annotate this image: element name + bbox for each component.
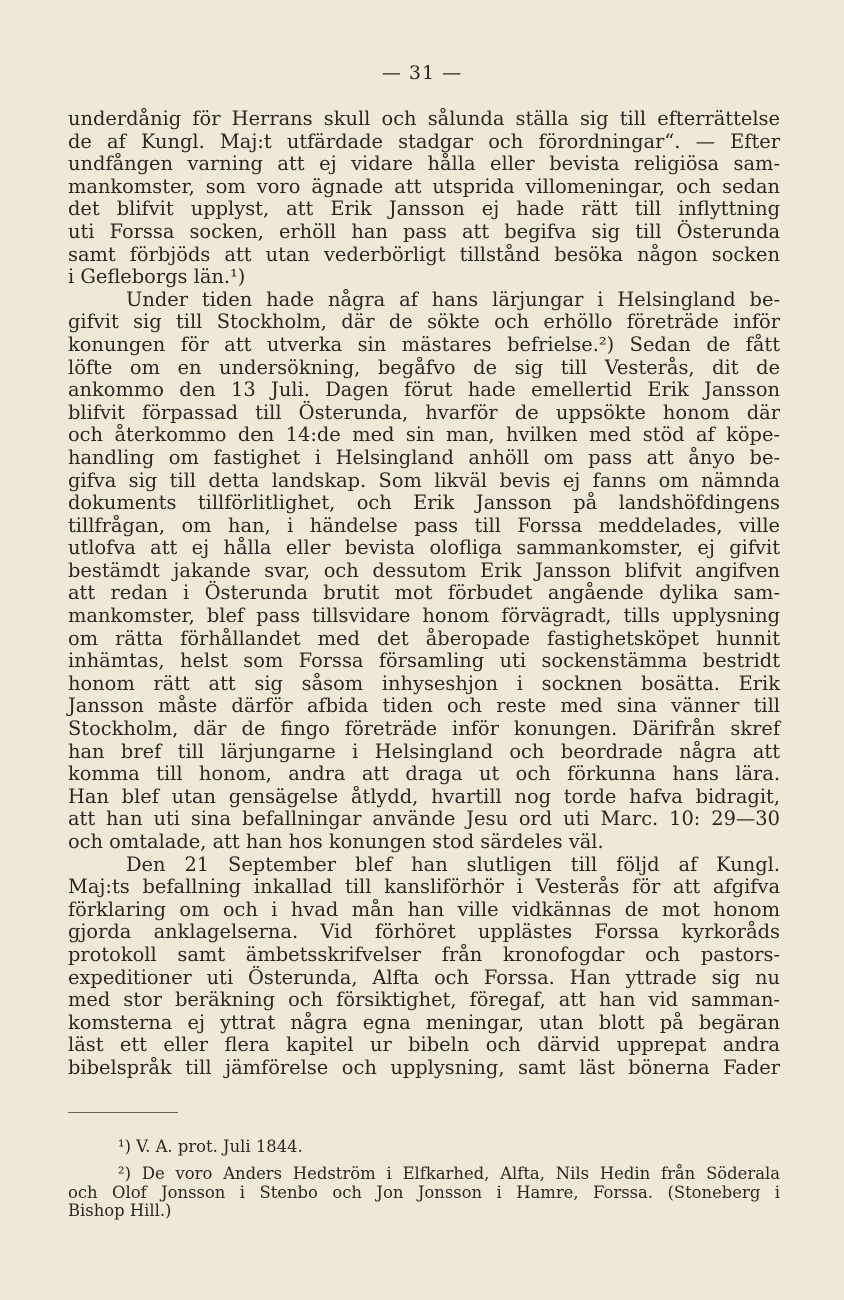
text-line: läst ett eller flera kapitel ur bibeln och därvid upprepat andra — [68, 1033, 780, 1057]
text-line: Han blef utan gensägelse åtlydd, hvartill nog torde hafva bidragit, — [68, 784, 780, 808]
text-line: konungen för att utverka sin mästares befrielse.²) Sedan de fått — [68, 332, 780, 356]
text-line: och återkommo den 14:de med sin man, hvilken med stöd af köpe- — [68, 423, 780, 447]
text-line: underdånig för Herrans skull och sålunda ställa sig till efterrättelse — [68, 107, 780, 130]
text-line: samt förbjöds att utan vederbörligt tillstånd besöka någon socken — [68, 242, 780, 266]
text-line: komma till honom, andra att draga ut och förkunna hans lära. — [68, 762, 780, 786]
text-line: handling om fastighet i Helsingland anhöll om pass att ånyo be- — [68, 445, 780, 469]
text-line: dokuments tillförlitlighet, och Erik Jansson på landshöfdingens — [68, 491, 780, 515]
text-line: inhämtas, helst som Forssa församling uti sockenstämma bestridt — [68, 649, 780, 673]
text-line: blifvit förpassad till Österunda, hvarför de uppsökte honom där — [68, 400, 780, 424]
footnotes — [68, 1138, 780, 1221]
text-line: Maj:ts befallning inkallad till kansliförhör i Vesterås för att afgifva — [68, 875, 780, 899]
text-line: tillfrågan, om han, i händelse pass till Forssa meddelades, ville — [68, 513, 780, 537]
text-line: gifva sig till detta landskap. Som likväl bevis ej fanns om nämnda — [68, 468, 780, 492]
text-line: i Gefleborgs län.¹) — [68, 265, 246, 289]
text-line: bibelspråk till jämförelse och upplysning, samt läst bönerna Fader — [68, 1055, 780, 1079]
text-line: Stockholm, där de fingo företräde inför konungen. Därifrån skref — [68, 717, 780, 741]
footnote-1: ¹) V. A. prot. Juli 1844. — [118, 1137, 303, 1156]
footnote-2-line-1: ²) De voro Anders Hedström i Elfkarhed, Alfta, Nils Hedin från Söderala — [118, 1163, 780, 1183]
text-line: förklaring om och i hvad mån han ville vidkännas de mot honom — [68, 897, 780, 921]
text-line: med stor beräkning och försiktighet, föregaf, att han vid samman- — [68, 988, 780, 1012]
text-line: expeditioner uti Österunda, Alfta och Forssa. Han yttrade sig nu — [68, 965, 780, 989]
page-number: — 31 — — [381, 62, 463, 84]
text-line: det blifvit upplyst, att Erik Jansson ej hade rätt till inflyttning — [68, 197, 780, 221]
text-line: undfången varning att ej vidare hålla eller bevista religiösa sam- — [68, 152, 780, 176]
text-line: att han uti sina befallningar använde Jesu ord uti Marc. 10: 29—30 — [68, 807, 780, 831]
text-line: gifvit sig till Stockholm, där de sökte och erhöllo företräde inför — [68, 310, 780, 334]
text-line: mankomster, blef pass tillsvidare honom förvägradt, tills upplysning — [68, 604, 780, 628]
text-line: bestämdt jakande svar, och dessutom Erik Jansson blifvit angifven — [68, 558, 780, 582]
text-line: löfte om en undersökning, begåfvo de sig till Vesterås, dit de — [68, 355, 780, 379]
text-line: att redan i Österunda brutit mot förbudet angående dylika sam- — [68, 581, 780, 605]
text-line: utlofva att ej hålla eller bevista olofliga sammankomster, ej gifvit — [68, 536, 780, 560]
paragraph-start-line: Den 21 September blef han slutligen till följd af Kungl. — [126, 852, 780, 876]
text-line: han bref till lärjungarne i Helsingland och beordrade några att — [68, 739, 780, 763]
body-text — [68, 108, 780, 1080]
text-line: mankomster, som voro ägnade att utsprida villomeningar, och sedan — [68, 174, 780, 198]
text-line: honom rätt att sig såsom inhyseshjon i socknen bosätta. Erik — [68, 671, 780, 695]
footnote-2-line-2: och Olof Jonsson i Stenbo och Jon Jonsson i Hamre, Forssa. (Stoneberg i — [68, 1182, 780, 1202]
text-line: Jansson måste därför afbida tiden och reste med sina vänner till — [68, 694, 780, 718]
paragraph-start-line: Under tiden hade några af hans lärjungar i Helsingland be- — [126, 287, 780, 311]
text-line: gjorda anklagelserna. Vid förhöret upplästes Forssa kyrkoråds — [68, 920, 780, 944]
text-line: de af Kungl. Maj:t utfärdade stadgar och förordningar“. — Efter — [68, 129, 780, 153]
text-line: och omtalade, att han hos konungen stod särdeles väl. — [68, 830, 604, 853]
footnote-divider — [68, 1112, 178, 1113]
text-line: om rätta förhållandet med det åberopade fastighetsköpet hunnit — [68, 626, 780, 650]
text-line: komsterna ej yttrat några egna meningar, utan blott på begäran — [68, 1010, 780, 1034]
text-line: uti Forssa socken, erhöll han pass att begifva sig till Österunda — [68, 219, 780, 243]
text-line: ankommo den 13 Juli. Dagen förut hade emellertid Erik Jansson — [68, 378, 780, 402]
footnote-2-line-3: Bishop Hill.) — [68, 1201, 172, 1221]
text-line: protokoll samt ämbetsskrifvelser från kronofogdar och pastors- — [68, 942, 780, 966]
